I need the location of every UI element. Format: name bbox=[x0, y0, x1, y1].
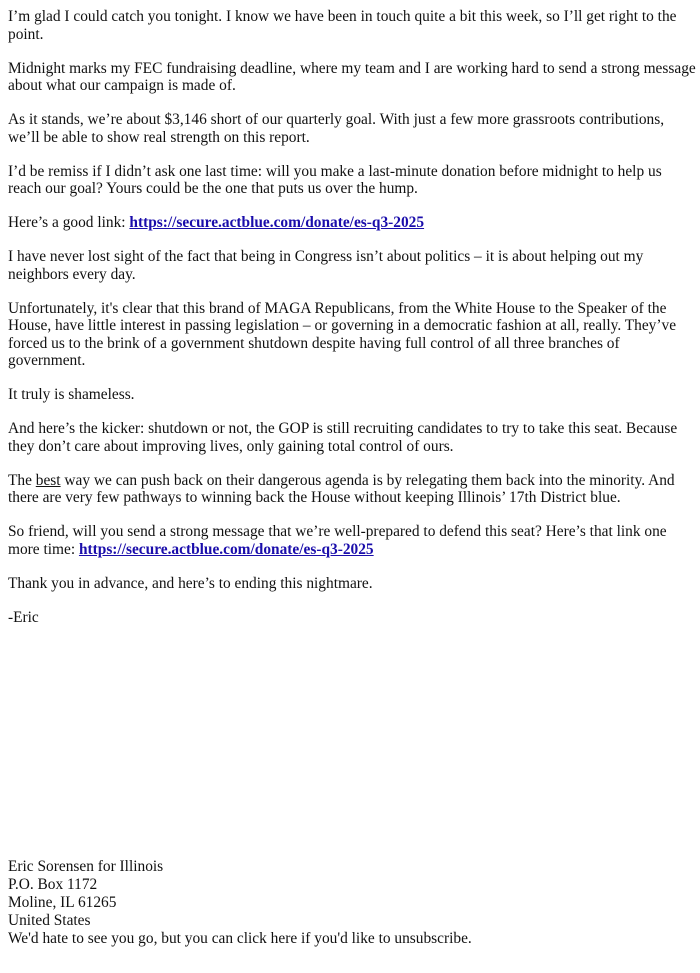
paragraph-best-way bbox=[8, 472, 696, 507]
paragraph-greeting: I’m glad I could catch you tonight. I know we have been in touch quite a bit this week, so I’ll get right to the point. bbox=[8, 8, 677, 43]
best-way-prefix: The bbox=[8, 471, 36, 489]
donate-link-repeat[interactable]: https://secure.actblue.com/donate/es-q3-2025 bbox=[78, 540, 374, 558]
paragraph-kicker: And here’s the kicker: shutdown or not, the GOP is still recruiting candidates to try to take this seat. Because they don’t care about improving lives, only gaining total control of ours. bbox=[8, 420, 678, 455]
best-emphasis: best bbox=[35, 471, 61, 489]
paragraph-link bbox=[8, 214, 696, 232]
email-body bbox=[8, 8, 696, 643]
footer-org: Eric Sorensen for Illinois bbox=[8, 858, 164, 875]
signature: -Eric bbox=[8, 608, 39, 626]
paragraph-thanks: Thank you in advance, and here’s to ending this nightmare. bbox=[8, 574, 373, 592]
paragraph-link-again bbox=[8, 523, 696, 558]
link-again-intro-text: So friend, will you send a strong message that we’re well-prepared to defend this seat? Here’s that link one more time: bbox=[8, 523, 667, 558]
paragraph-congress: I have never lost sight of the fact that being in Congress isn’t about politics – it is about helping out my neighbors every day. bbox=[8, 248, 644, 283]
best-way-rest: way we can push back on their dangerous agenda is by relegating them back into the minority. And there are very few pathways to winning back the House without keeping Illinois’ 17th District blue. bbox=[8, 471, 675, 506]
footer-country: United States bbox=[8, 912, 91, 929]
footer-city-state-zip: Moline, IL 61265 bbox=[8, 894, 117, 911]
unsubscribe-text[interactable]: We'd hate to see you go, but you can click here if you'd like to unsubscribe. bbox=[8, 930, 472, 947]
donate-link[interactable]: https://secure.actblue.com/donate/es-q3-2025 bbox=[129, 214, 425, 231]
email-footer bbox=[8, 858, 696, 948]
footer-po-box: P.O. Box 1172 bbox=[8, 876, 98, 893]
paragraph-shameless: It truly is shameless. bbox=[8, 386, 135, 403]
paragraph-goal: As it stands, we’re about $3,146 short of our quarterly goal. With just a few more grassroots contributions, we’ll be able to show real strength on this report. bbox=[8, 111, 665, 146]
paragraph-maga: Unfortunately, it's clear that this brand of MAGA Republicans, from the White House to the Speaker of the House, have little interest in passing legislation – or governing in a democratic fashion at all, really. They’ve forced us to the brink of a government shutdown despite having full control of all three branches of government. bbox=[8, 299, 677, 369]
link-intro-text: Here’s a good link: bbox=[8, 214, 130, 231]
paragraph-deadline: Midnight marks my FEC fundraising deadline, where my team and I are working hard to send a strong message about what our campaign is made of. bbox=[8, 59, 696, 94]
paragraph-ask: I’d be remiss if I didn’t ask one last time: will you make a last-minute donation before midnight to help us reach our goal? Yours could be the one that puts us over the hump. bbox=[8, 162, 662, 197]
